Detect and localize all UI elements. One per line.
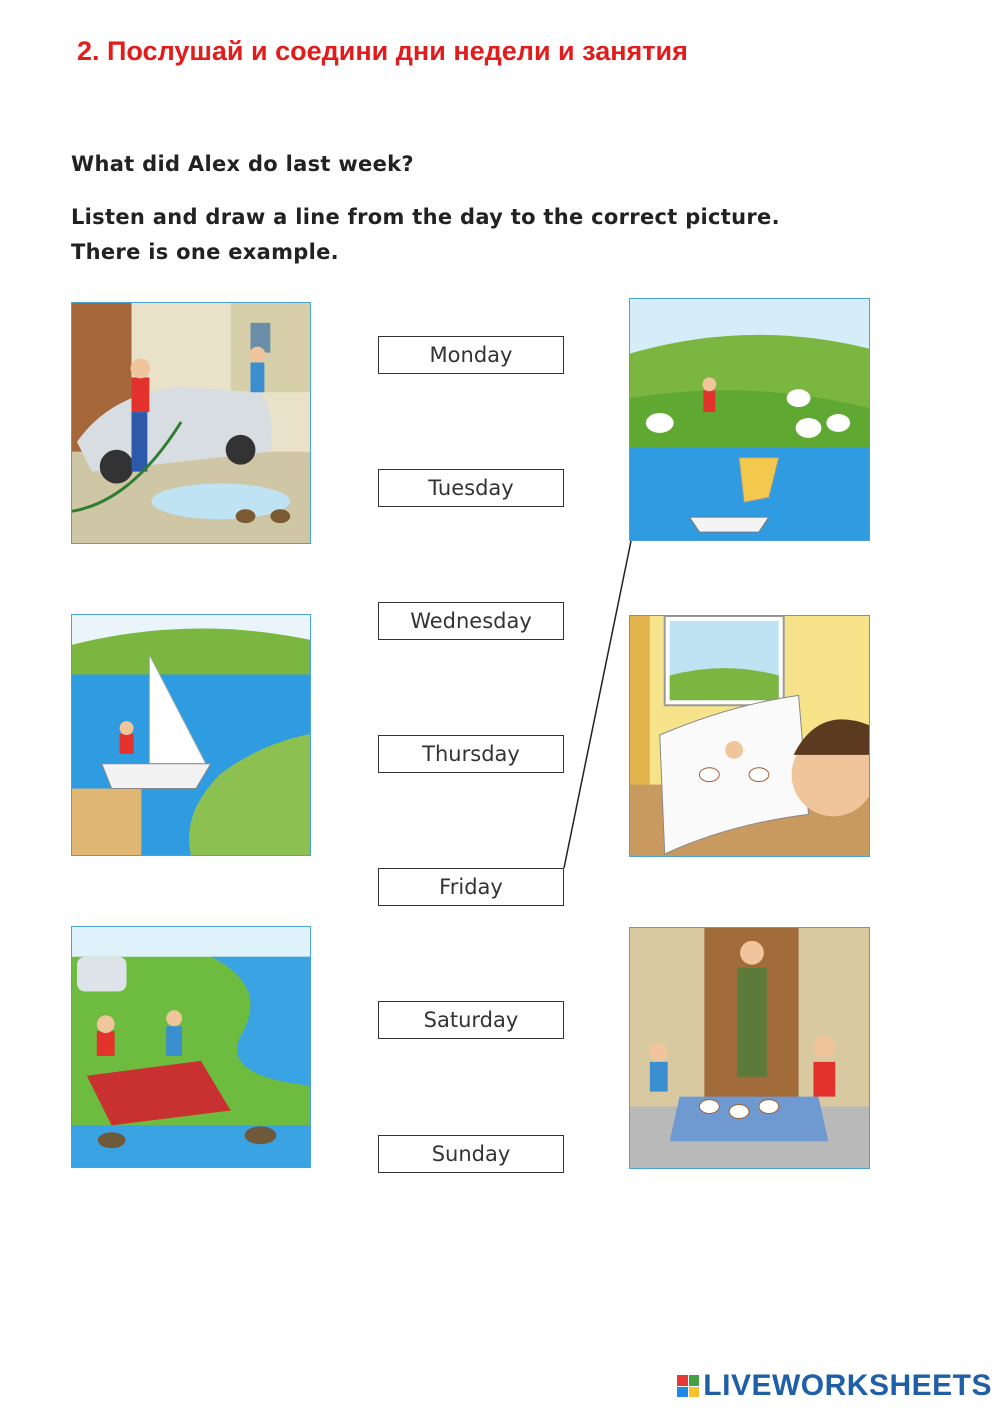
day-box-sunday[interactable]: Sunday	[378, 1135, 564, 1173]
day-box-monday[interactable]: Monday	[378, 336, 564, 374]
washing-car-picture[interactable]	[71, 302, 311, 544]
day-box-saturday[interactable]: Saturday	[378, 1001, 564, 1039]
reading-book-picture[interactable]	[629, 615, 870, 857]
day-box-wednesday[interactable]: Wednesday	[378, 602, 564, 640]
day-box-friday[interactable]: Friday	[378, 868, 564, 906]
task-title: 2. Послушай и соедини дни недели и занятия	[77, 36, 688, 66]
question: What did Alex do last week?	[71, 152, 414, 176]
liveworksheets-logo	[677, 1369, 992, 1403]
walking-farm-picture[interactable]	[629, 298, 870, 541]
day-box-thursday[interactable]: Thursday	[378, 735, 564, 773]
logo-text: LIVEWORKSHEETS	[703, 1369, 992, 1402]
instruction-line-2: There is one example.	[71, 240, 339, 264]
picnic-picture[interactable]	[71, 926, 311, 1168]
day-box-tuesday[interactable]: Tuesday	[378, 469, 564, 507]
puppies-picture[interactable]	[629, 927, 870, 1169]
sailing-picture[interactable]	[71, 614, 311, 856]
instruction-line-1: Listen and draw a line from the day to the correct picture.	[71, 205, 780, 229]
logo-mark-icon	[677, 1375, 699, 1397]
